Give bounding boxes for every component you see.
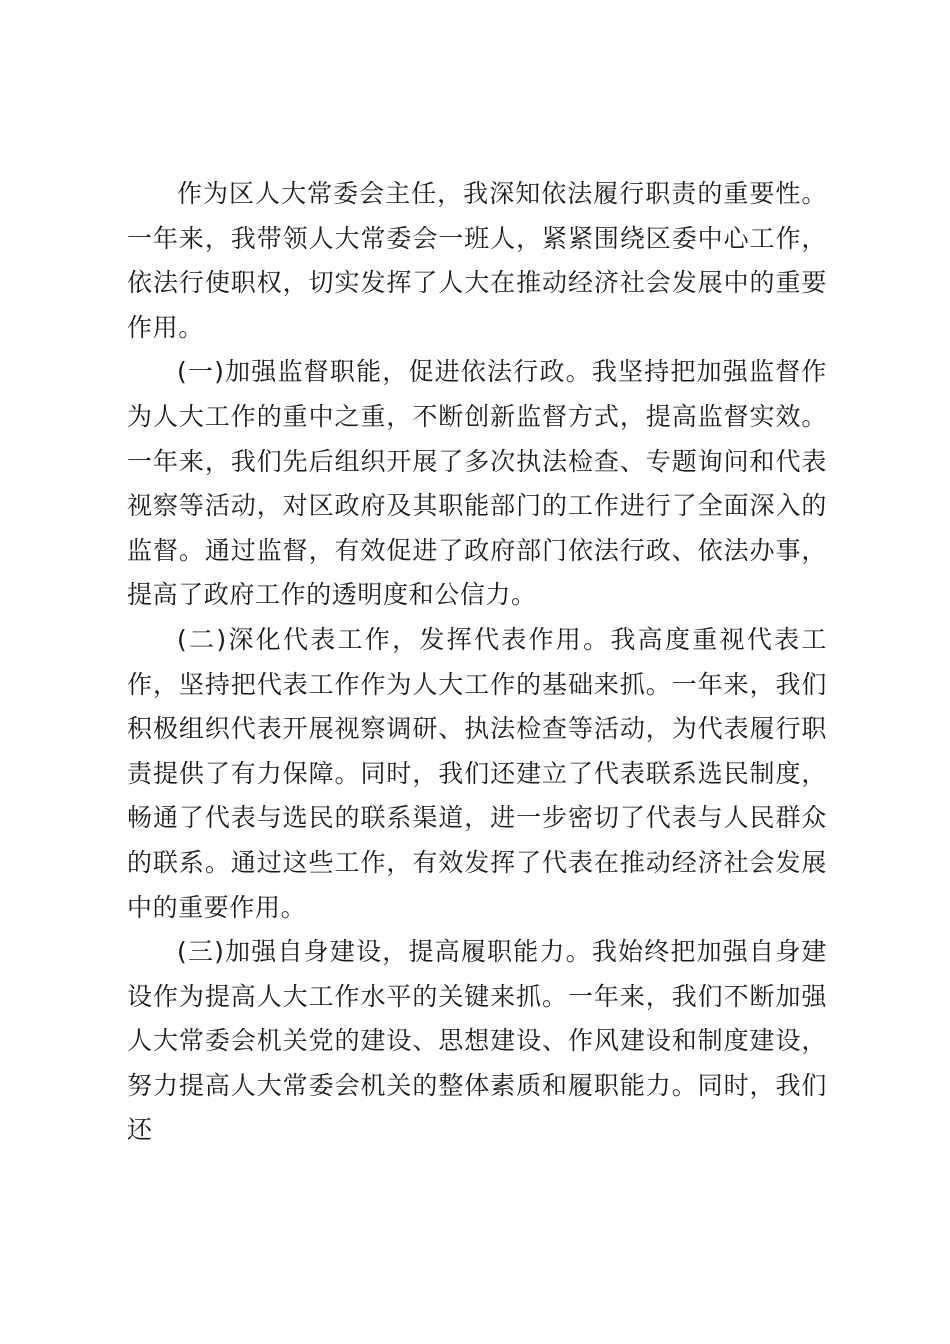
document-body [127,172,827,1153]
paragraph-intro: 作为区人大常委会主任，我深知依法履行职责的重要性。一年来，我带领人大常委会一班人，紧紧围绕区委中心工作，依法行使职权，切实发挥了人大在推动经济社会发展中的重要作用。 [127,179,827,342]
paragraph-supervision: (一)加强监督职能，促进依法行政。我坚持把加强监督作为人大工作的重中之重，不断创新监督方式，提高监督实效。一年来，我们先后组织开展了多次执法检查、专题询问和代表视察等活动，对区政府及其职能部门的工作进行了全面深入的监督。通过监督，有效促进了政府部门依法行政、依法办事，提高了政府工作的透明度和公信力。 [127,357,827,610]
paragraph-deputies: (二)深化代表工作，发挥代表作用。我高度重视代表工作，坚持把代表工作作为人大工作的基础来抓。一年来，我们积极组织代表开展视察调研、执法检查等活动，为代表履行职责提供了有力保障。同时，我们还建立了代表联系选民制度，畅通了代表与选民的联系渠道，进一步密切了代表与人民群众的联系。通过这些工作，有效发挥了代表在推动经济社会发展中的重要作用。 [127,624,827,922]
paragraph-self-building: (三)加强自身建设，提高履职能力。我始终把加强自身建设作为提高人大工作水平的关键来抓。一年来，我们不断加强人大常委会机关党的建设、思想建设、作风建设和制度建设，努力提高人大常委会机关的整体素质和履职能力。同时，我们还 [127,937,827,1145]
